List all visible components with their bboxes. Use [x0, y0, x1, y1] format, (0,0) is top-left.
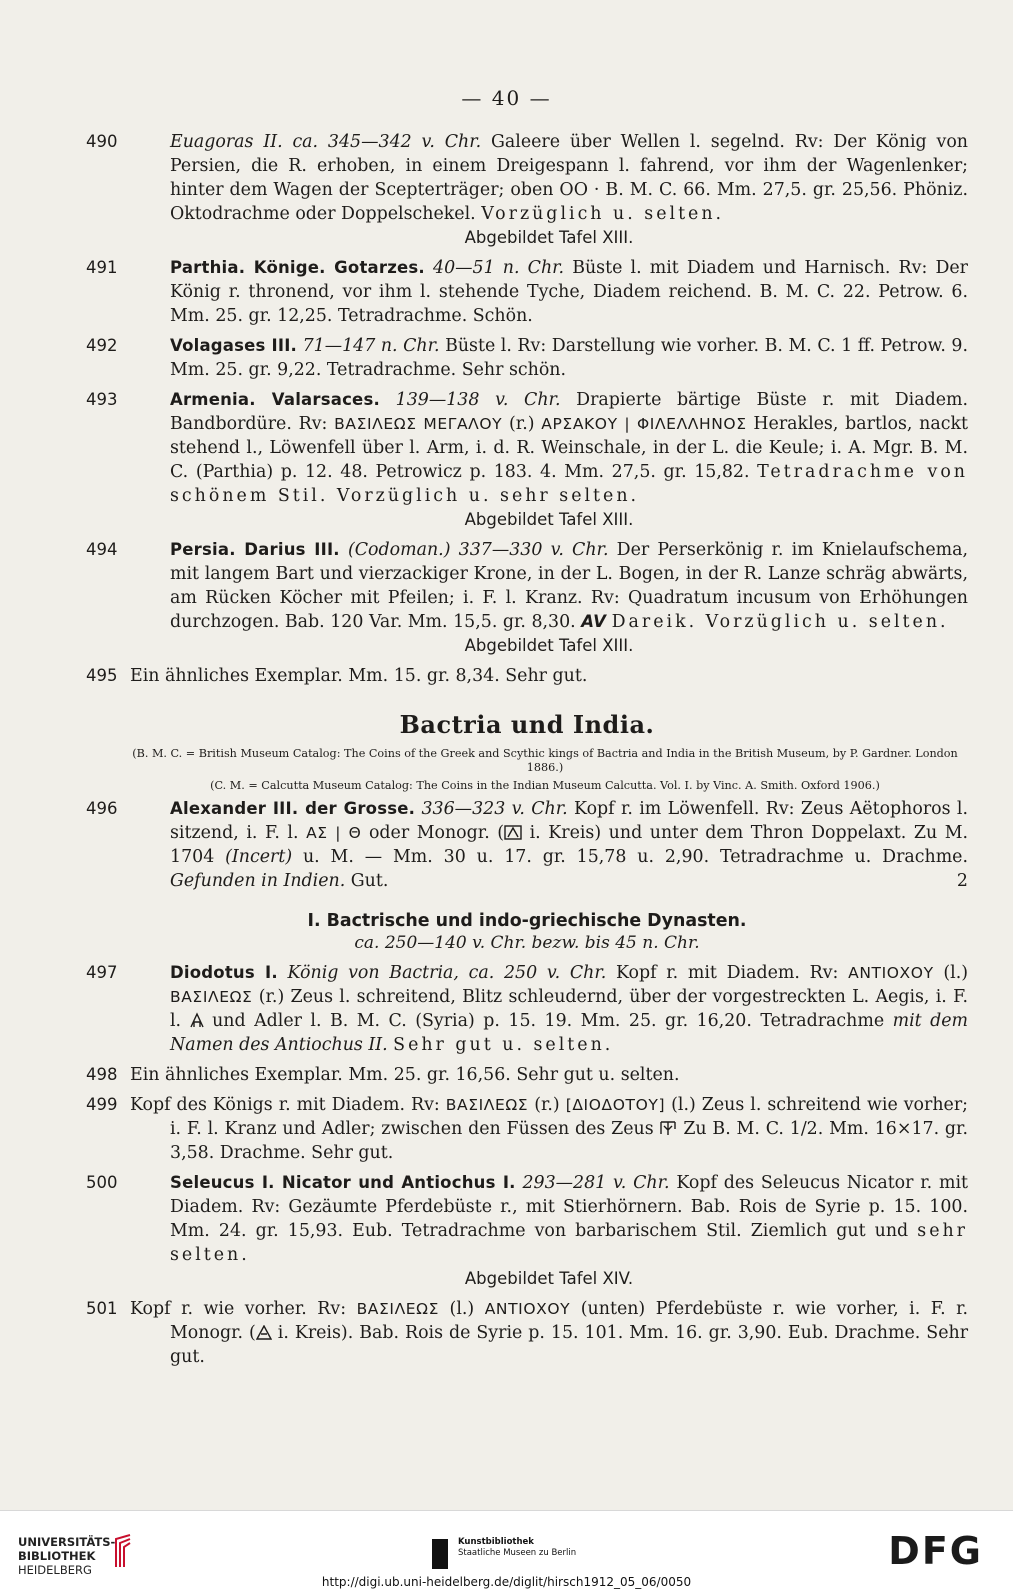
kunst-line: Kunstbibliothek — [458, 1537, 534, 1547]
greek-legend: ΑΝΤΙΟΧΟΥ — [484, 1300, 571, 1318]
entry-text: Drapierte bärtige Büste r. mit Diadem. Bandbordüre. Rv: — [170, 390, 969, 434]
entry-rating: Sehr gut u. selten. — [393, 1035, 614, 1055]
entry-text: und Adler l. B. M. C. (Syria) p. 15. 19. Mm. 25. gr. 16,20. Tetradrachme — [212, 1011, 885, 1031]
entry-rating: sehr selten. — [170, 1221, 968, 1265]
catalog-entry-494 — [86, 538, 968, 658]
entry-number: 496 — [86, 799, 118, 818]
entry-number: 495 — [86, 666, 118, 685]
entry-date: 71—147 n. Chr. — [302, 336, 440, 356]
entry-number: 497 — [86, 963, 118, 982]
entry-date: (Codoman.) 337—330 v. Chr. — [347, 540, 609, 560]
entry-heading: Parthia. Könige. Gotarzes. — [170, 258, 425, 277]
entry-text: Kopf des Königs r. mit Diadem. Rv: — [130, 1095, 440, 1115]
entry-text: Kopf des Seleucus Nicator r. mit Diadem. Rv: Gezäumte Pferdebüste r., mit Stierhörnern. Bab. Rois de Syrie p. 15. 100. Mm. 24. gr. 15,93. Eub. Tetradrachme von barbarischem Stil. Ziemlich gut und — [170, 1173, 969, 1241]
library-name-line: BIBLIOTHEK — [18, 1549, 96, 1563]
entry-number: 498 — [86, 1065, 118, 1084]
greek-legend: ΑΣ | Θ — [306, 824, 362, 842]
entry-date: 293—281 v. Chr. — [522, 1173, 670, 1193]
university-library-logo[interactable] — [18, 1535, 115, 1577]
entry-date: 139—138 v. Chr. — [395, 390, 561, 410]
kunstbibliothek-label[interactable] — [458, 1537, 576, 1559]
entry-text: (l.) — [943, 963, 969, 983]
entry-text: Kopf r. mit Diadem. Rv: — [615, 963, 839, 983]
catalog-entry-490 — [86, 130, 968, 250]
entry-text: (r.) Zeus l. schreitend, Blitz schleudernd, über der vorgestreckten L. Aegis, i. F. l. — [170, 987, 969, 1031]
subsection-date: ca. 250—140 v. Chr. bezw. bis 45 n. Chr. — [354, 933, 700, 953]
entry-date: 40—51 n. Chr. — [433, 258, 565, 278]
entry-text: (r.) — [534, 1095, 560, 1115]
entry-text: (r.) — [509, 414, 535, 434]
catalog-entry-500 — [86, 1171, 968, 1291]
monogram-icon — [504, 825, 522, 840]
entry-text: Ein ähnliches Exemplar. Mm. 15. gr. 8,34. Sehr gut. — [130, 666, 588, 686]
library-mark-icon — [112, 1533, 134, 1569]
monogram-icon — [659, 1120, 677, 1136]
dfg-logo[interactable]: DFG — [888, 1529, 983, 1573]
catalog-entry-495 — [86, 664, 968, 688]
plate-reference: Abgebildet Tafel XIV. — [464, 1269, 634, 1288]
entry-rating: Tetradrachme von schönem Stil. Vorzüglich u. sehr selten. — [170, 462, 968, 506]
entry-grade: Gut. — [350, 871, 389, 891]
source-url[interactable]: http://digi.ub.uni-heidelberg.de/diglit/hirsch1912_05_06/0050 — [321, 1575, 692, 1589]
greek-legend: ΒΑΣΙΛΕΩΣ — [445, 1096, 529, 1114]
entry-text: Kopf r. im Löwenfell. Rv: Zeus Aëtophoros l. sitzend, i. F. l. — [170, 799, 969, 843]
footer-bar — [0, 1510, 1013, 1592]
entry-heading: Alexander III. der Grosse. — [170, 799, 416, 818]
entry-note: Gefunden in Indien. — [170, 871, 346, 891]
monogram-icon — [190, 1012, 204, 1028]
entry-text: Herakles, bartlos, nackt stehend l., Löwenfell über l. Arm, i. d. R. Weinschale, in der L. die Keule; i. A. Mgr. B. M. C. (Parthia) p. 12. 48. Petrowicz p. 183. 4. Mm. 27,5. gr. 15,82. — [170, 414, 969, 482]
catalog-entry-491 — [86, 256, 968, 328]
entry-text: (unten) Pferdebüste r. wie vorher, i. F. r. Monogr. ( — [170, 1299, 969, 1343]
greek-legend: ΑΝΤΙΟΧΟΥ — [848, 964, 934, 982]
library-name-line: HEIDELBERG — [18, 1563, 92, 1577]
catalog-entry-501 — [86, 1297, 968, 1369]
entry-text: Galeere über Wellen l. segelnd. Rv: Der König von Persien, die R. erhoben, in einem Dreigespann l. fahrend, vor ihm der Wagenlenker; hinter dem Wagen der Scepterträger; oben OO · B. M. C. 66. Mm. 27,5. gr. 25,56. Phöniz. Oktodrachme oder Doppelschekel. — [170, 132, 968, 224]
entry-number: 492 — [86, 336, 118, 355]
entry-number: 493 — [86, 390, 118, 409]
library-name-line: UNIVERSITÄTS- — [18, 1535, 116, 1549]
entry-text: (l.) Zeus l. schreitend wie vorher; i. F. l. Kranz und Adler; zwischen den Füssen des Zeus — [170, 1095, 969, 1139]
entry-number: 500 — [86, 1173, 118, 1192]
entry-heading: Armenia. Valarsaces. — [170, 390, 380, 409]
entry-date: König von Bactria, ca. 250 v. Chr. — [287, 963, 607, 983]
entry-heading: Seleucus I. Nicator und Antiochus I. — [170, 1173, 516, 1192]
entry-text: Der Perserkönig r. im Knielaufschema, mit langem Bart und vierzackiger Krone, in der L. Bogen, in der R. Lanze schräg abwärts, am Rücken Köcher mit Pfeilen; i. F. l. Kranz. Rv: Quadratum incusum von Erhöhungen durchzogen. Bab. 120 Var. Mm. 15,5. gr. 8,30. — [170, 540, 969, 632]
subsection-title: I. Bactrische und indo-griechische Dynasten. — [307, 911, 747, 931]
entry-number: 494 — [86, 540, 118, 559]
catalog-entry-497 — [86, 961, 968, 1057]
entry-number: 499 — [86, 1095, 118, 1114]
catalog-entry-492 — [86, 334, 968, 382]
entry-heading: Diodotus I. — [170, 963, 278, 982]
catalog-entry-498 — [86, 1063, 968, 1087]
entry-rating: Vorzüglich u. selten. — [481, 204, 725, 224]
entry-text: i. Kreis) und unter dem Thron Doppelaxt. Zu M. 1704 — [170, 823, 969, 867]
entry-heading: Euagoras II. ca. 345—342 v. Chr. — [170, 132, 482, 152]
plate-reference: Abgebildet Tafel XIII. — [464, 228, 634, 247]
lot-count: 2 — [956, 871, 968, 891]
kunst-line: Staatliche Museen zu Berlin — [458, 1548, 577, 1558]
entry-heading: Persia. Darius III. — [170, 540, 340, 559]
monogram-icon — [256, 1325, 272, 1340]
entry-text: i. Kreis). Bab. Rois de Syrie p. 15. 101. Mm. 16. gr. 3,90. Eub. Drachme. Sehr gut. — [170, 1323, 969, 1367]
catalog-entry-493 — [86, 388, 968, 532]
entry-reference: (Incert) — [225, 847, 293, 867]
gold-symbol: AV — [581, 612, 607, 631]
catalog-content — [86, 130, 968, 1369]
greek-legend: [ΔΙΟΔΟΤΟΥ] — [565, 1096, 666, 1114]
entry-text: (l.) — [449, 1299, 475, 1319]
kunstbibliothek-logo-icon — [432, 1539, 448, 1569]
entry-text: oder Monogr. ( — [368, 823, 505, 843]
plate-reference: Abgebildet Tafel XIII. — [464, 510, 634, 529]
page-number: — 40 — — [461, 86, 552, 110]
entry-text: Büste l. mit Diadem und Harnisch. Rv: Der König r. thronend, vor ihm l. stehende Tyche, Diadem reichend. B. M. C. 22. Petrow. 6. Mm. 25. gr. 12,25. Tetradrachme. Schön. — [170, 258, 968, 326]
bibliography-note: (B. M. C. = British Museum Catalog: The Coins of the Greek and Scythic kings of Bactria and India in the British Museum, by P. Gardner. London 1886.) — [132, 747, 958, 774]
catalog-entry-496 — [86, 797, 968, 893]
bibliography-note: (C. M. = Calcutta Museum Catalog: The Coins in the Indian Museum Calcutta. Vol. I. by Vinc. A. Smith. Oxford 1906.) — [210, 779, 880, 792]
plate-reference: Abgebildet Tafel XIII. — [464, 636, 634, 655]
entry-note: mit dem Namen des Antiochus II. — [170, 1011, 969, 1055]
entry-number: 501 — [86, 1299, 118, 1318]
entry-heading: Volagases III. — [170, 336, 298, 355]
entry-number: 491 — [86, 258, 118, 277]
entry-rating: Dareik. Vorzüglich u. selten. — [611, 612, 949, 632]
entry-text: Kopf r. wie vorher. Rv: — [130, 1299, 347, 1319]
greek-legend: ΒΑΣΙΛΕΩΣ ΜΕΓΑΛΟΥ — [334, 415, 503, 433]
entry-date: 336—323 v. Chr. — [421, 799, 568, 819]
entry-text: Zu B. M. C. 1/2. Mm. 16×17. gr. 3,58. Drachme. Sehr gut. — [170, 1119, 968, 1163]
entry-text: u. M. — Mm. 30 u. 17. gr. 15,78 u. 2,90. Tetradrachme u. Drachme. — [302, 847, 968, 867]
greek-legend: ΒΑΣΙΛΕΩΣ — [356, 1300, 440, 1318]
section-title: Bactria und India. — [399, 710, 655, 739]
entry-number: 490 — [86, 132, 118, 151]
greek-legend: ΒΑΣΙΛΕΩΣ — [170, 988, 253, 1006]
greek-legend: ΑΡΣΑΚΟΥ | ΦΙΛΕΛΛΗΝΟΣ — [541, 415, 747, 433]
entry-text: Ein ähnliches Exemplar. Mm. 25. gr. 16,56. Sehr gut u. selten. — [130, 1065, 680, 1085]
catalog-entry-499 — [86, 1093, 968, 1165]
entry-text: Büste l. Rv: Darstellung wie vorher. B. M. C. 1 ff. Petrow. 9. Mm. 25. gr. 9,22. Tetradrachme. Sehr schön. — [170, 336, 968, 380]
